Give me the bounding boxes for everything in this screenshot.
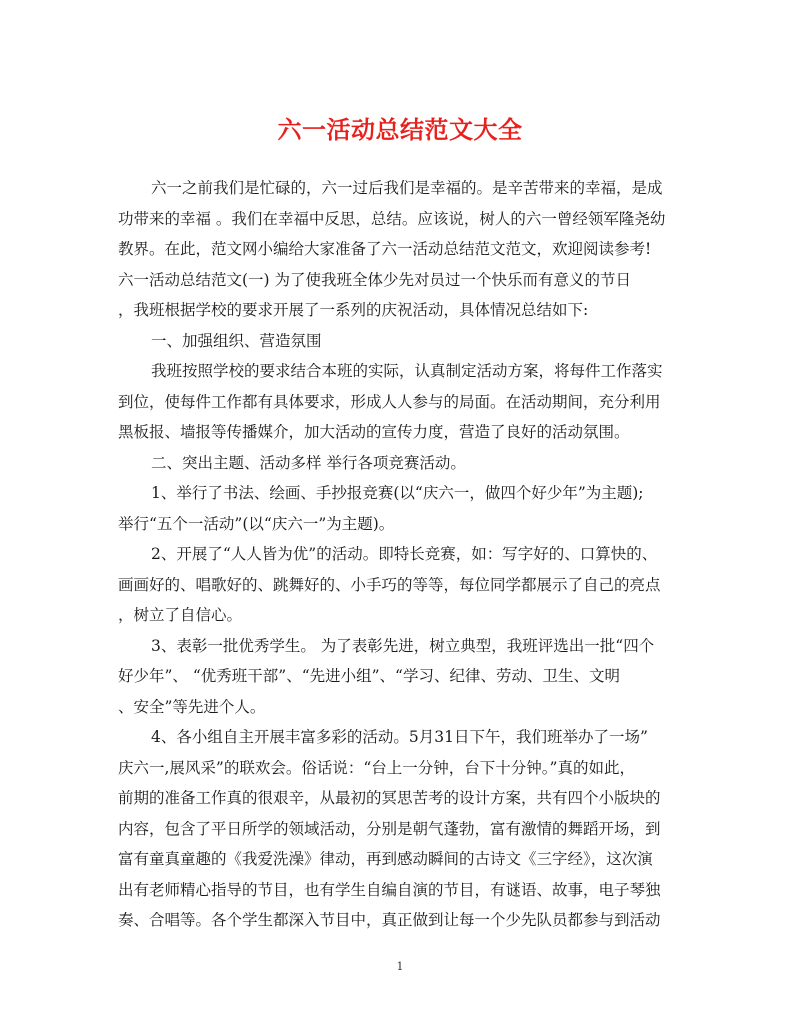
body-line: 六一之前我们是忙碌的，六一过后我们是幸福的。是辛苦带来的幸福，是成 bbox=[151, 179, 663, 197]
body-line: 富有童真童趣的《我爱洗澡》律动，再到感动瞬间的古诗文《三字经》，这次演 bbox=[118, 850, 653, 868]
body-line: 我班按照学校的要求结合本班的实际，认真制定活动方案，将每件工作落实 bbox=[151, 362, 663, 380]
body-line: 一、加强组织、营造氛围 bbox=[151, 331, 322, 350]
page-number: 1 bbox=[396, 960, 404, 973]
body-line: 出有老师精心指导的节目，也有学生自编自演的节目，有谜语、故事，电子琴独 bbox=[118, 880, 661, 899]
body-line: 好少年”、 “优秀班干部”、“先进小组”、“学习、纪律、劳动、卫生、文明 bbox=[118, 667, 620, 685]
body-line: 举行“五个一活动”(以“庆六一”为主题)。 bbox=[118, 514, 395, 533]
body-line: 内容，包含了平日所学的领域活动，分别是朝气蓬勃，富有激情的舞蹈开场，到 bbox=[118, 819, 661, 838]
body-line: 奏、合唱等。各个学生都深入节目中，真正做到让每一个少先队员都参与到活动 bbox=[118, 911, 661, 929]
body-line: 、安全”等先进个人。 bbox=[118, 697, 266, 716]
body-line: 1、举行了书法、绘画、手抄报竞赛(以“庆六一，做四个好少年”为主题); bbox=[151, 484, 644, 502]
body-line: 3、表彰一批优秀学生。 为了表彰先进，树立典型，我班评选出一批“四个 bbox=[151, 636, 655, 655]
body-line: 前期的准备工作真的很艰辛，从最初的冥思苦考的设计方案，共有四个小版块的 bbox=[118, 789, 661, 807]
body-line: ，树立了自信心。 bbox=[118, 606, 243, 624]
body-line: 2、开展了“人人皆为优”的活动。即特长竞赛，如：写字好的、口算快的、 bbox=[151, 545, 658, 563]
body-line: 画画好的、唱歌好的、跳舞好的、小手巧的等等，每位同学都展示了自己的亮点 bbox=[118, 575, 661, 594]
body-line: 黑板报、墙报等传播媒介，加大活动的宣传力度，营造了良好的活动氛围。 bbox=[118, 423, 630, 441]
body-line: 教界。在此，范文网小编给大家准备了六一活动总结范文范文，欢迎阅读参考! bbox=[118, 240, 652, 258]
document-title: 六一活动总结范文大全 bbox=[277, 115, 523, 144]
body-line: 二、突出主题、活动多样 举行各项竞赛活动。 bbox=[151, 453, 466, 472]
body-line: 功带来的幸福 。我们在幸福中反思，总结。应该说，树人的六一曾经领军隆尧幼 bbox=[118, 209, 666, 228]
body-line: ，我班根据学校的要求开展了一系列的庆祝活动，具体情况总结如下: bbox=[118, 301, 589, 319]
body-line: 庆六一,展风采”的联欢会。俗话说：“台上一分钟，台下十分钟。”真的如此， bbox=[118, 758, 635, 777]
body-line: 到位，使每件工作都有具体要求，形成人人参与的局面。在活动期间，充分利用 bbox=[118, 392, 661, 411]
body-line: 4、各小组自主开展丰富多彩的活动。5月31日下午，我们班举办了一场” bbox=[151, 728, 648, 746]
document-body bbox=[118, 173, 684, 936]
body-line: 六一活动总结范文(一) 为了使我班全体少先对员过一个快乐而有意义的节日 bbox=[118, 270, 632, 289]
